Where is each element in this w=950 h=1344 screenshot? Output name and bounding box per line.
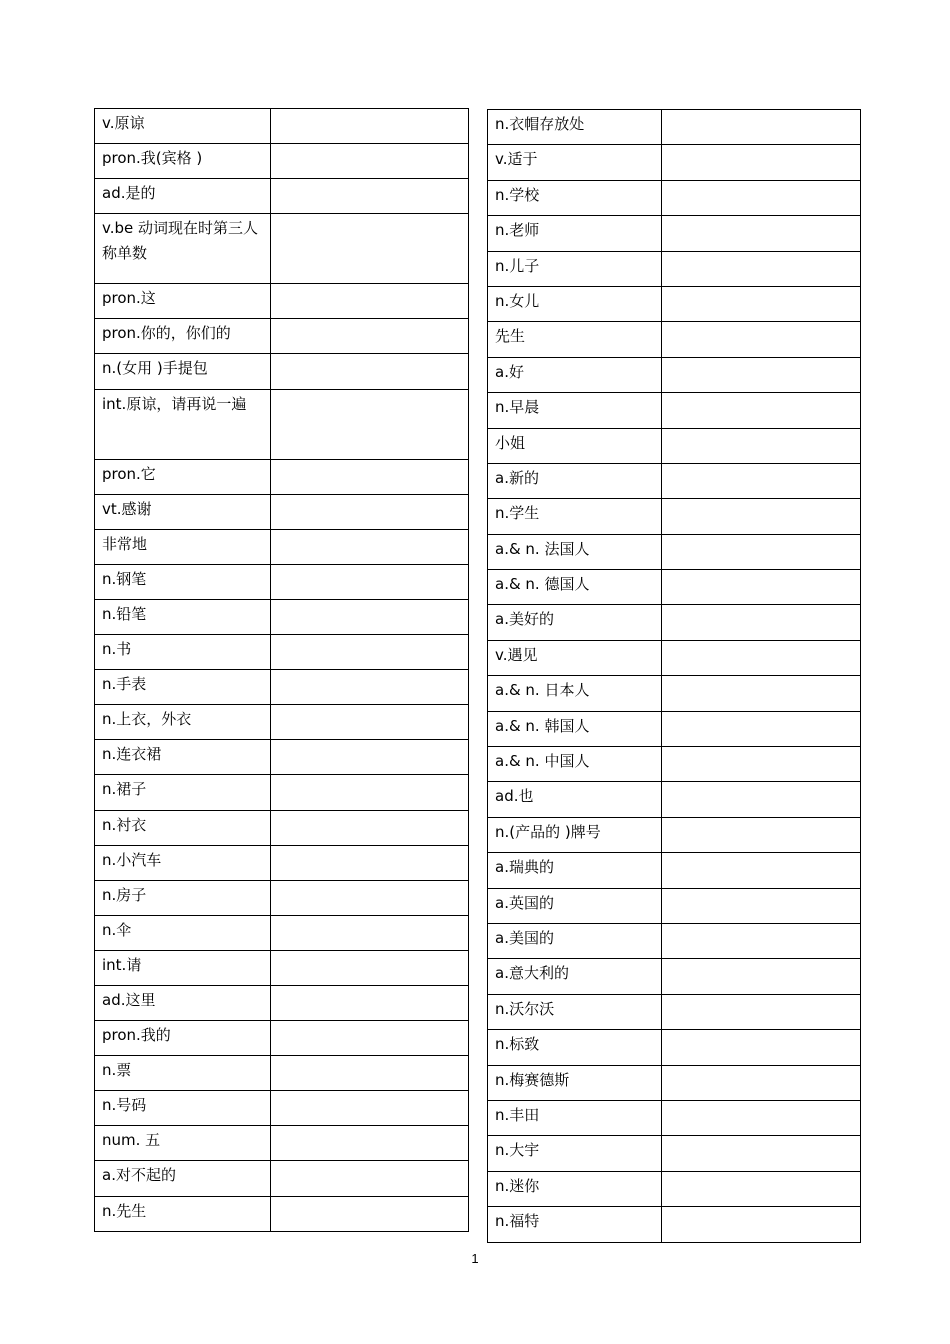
term-cell: n.女儿 xyxy=(488,286,662,321)
table-row xyxy=(488,605,861,640)
term-cell: pron.这 xyxy=(95,284,271,319)
answer-cell[interactable] xyxy=(662,1136,861,1171)
term-cell: n.标致 xyxy=(488,1030,662,1065)
table-row xyxy=(95,599,469,634)
answer-cell[interactable] xyxy=(271,214,469,284)
term-cell: ad.也 xyxy=(488,782,662,817)
term-cell: ad.是的 xyxy=(95,179,271,214)
answer-cell[interactable] xyxy=(662,393,861,428)
table-row xyxy=(488,817,861,852)
term-cell: n.沃尔沃 xyxy=(488,994,662,1029)
table-row xyxy=(488,499,861,534)
answer-cell[interactable] xyxy=(662,640,861,675)
table-row xyxy=(95,319,469,354)
answer-cell[interactable] xyxy=(271,775,469,810)
table-row xyxy=(95,494,469,529)
table-row xyxy=(488,180,861,215)
table-row xyxy=(488,428,861,463)
term-cell: n.丰田 xyxy=(488,1100,662,1135)
term-cell: n.上衣，外衣 xyxy=(95,705,271,740)
vocab-table-right xyxy=(487,109,861,1243)
table-row xyxy=(95,880,469,915)
answer-cell[interactable] xyxy=(271,494,469,529)
answer-cell[interactable] xyxy=(662,711,861,746)
table-row xyxy=(488,959,861,994)
answer-cell[interactable] xyxy=(271,880,469,915)
table-row xyxy=(488,1100,861,1135)
table-row xyxy=(95,635,469,670)
term-cell: n.衣帽存放处 xyxy=(488,110,662,145)
vocab-table-left xyxy=(94,108,469,1232)
answer-cell[interactable] xyxy=(271,599,469,634)
vocab-table-left-body xyxy=(95,109,469,1232)
answer-cell[interactable] xyxy=(271,810,469,845)
table-row xyxy=(488,216,861,251)
table-row xyxy=(95,529,469,564)
term-cell: a.& n. 德国人 xyxy=(488,570,662,605)
answer-cell[interactable] xyxy=(271,459,469,494)
answer-cell[interactable] xyxy=(662,463,861,498)
table-row xyxy=(488,286,861,321)
term-cell: n.(女用 )手提包 xyxy=(95,354,271,389)
answer-cell[interactable] xyxy=(271,1196,469,1231)
answer-cell[interactable] xyxy=(662,534,861,569)
answer-cell[interactable] xyxy=(271,705,469,740)
table-row xyxy=(95,1056,469,1091)
answer-cell[interactable] xyxy=(271,670,469,705)
answer-cell[interactable] xyxy=(662,1100,861,1135)
answer-cell[interactable] xyxy=(662,923,861,958)
table-row xyxy=(95,564,469,599)
answer-cell[interactable] xyxy=(662,676,861,711)
term-cell: pron.我的 xyxy=(95,1021,271,1056)
table-row xyxy=(488,853,861,888)
table-row xyxy=(488,1207,861,1242)
answer-cell[interactable] xyxy=(662,888,861,923)
term-cell: a.对不起的 xyxy=(95,1161,271,1196)
term-cell: n.票 xyxy=(95,1056,271,1091)
table-row xyxy=(488,711,861,746)
answer-cell[interactable] xyxy=(662,570,861,605)
table-row xyxy=(95,1196,469,1231)
table-row xyxy=(95,214,469,284)
term-cell: a.美国的 xyxy=(488,923,662,958)
term-cell: n.老师 xyxy=(488,216,662,251)
table-row xyxy=(95,985,469,1020)
table-row xyxy=(488,676,861,711)
term-cell: n.儿子 xyxy=(488,251,662,286)
answer-cell[interactable] xyxy=(271,389,469,459)
term-cell: n.小汽车 xyxy=(95,845,271,880)
page-number: 1 xyxy=(471,1251,479,1266)
table-row xyxy=(95,284,469,319)
answer-cell[interactable] xyxy=(271,529,469,564)
table-row xyxy=(488,357,861,392)
table-row xyxy=(488,994,861,1029)
term-cell: v.be 动词现在时第三人称单数 xyxy=(95,214,271,284)
answer-cell[interactable] xyxy=(271,845,469,880)
answer-cell[interactable] xyxy=(271,144,469,179)
term-cell: v.原谅 xyxy=(95,109,271,144)
term-cell: n.裙子 xyxy=(95,775,271,810)
term-cell: n.福特 xyxy=(488,1207,662,1242)
term-cell: n.手表 xyxy=(95,670,271,705)
term-cell: n.早晨 xyxy=(488,393,662,428)
term-cell: n.书 xyxy=(95,635,271,670)
term-cell: n.铅笔 xyxy=(95,599,271,634)
table-row xyxy=(95,459,469,494)
table-row xyxy=(95,179,469,214)
answer-cell[interactable] xyxy=(662,322,861,357)
term-cell: ad.这里 xyxy=(95,985,271,1020)
table-row xyxy=(488,888,861,923)
answer-cell[interactable] xyxy=(271,109,469,144)
answer-cell[interactable] xyxy=(271,1126,469,1161)
term-cell: a.& n. 日本人 xyxy=(488,676,662,711)
term-cell: pron.它 xyxy=(95,459,271,494)
answer-cell[interactable] xyxy=(662,180,861,215)
term-cell: num. 五 xyxy=(95,1126,271,1161)
answer-cell[interactable] xyxy=(662,357,861,392)
table-row xyxy=(95,915,469,950)
answer-cell[interactable] xyxy=(271,284,469,319)
term-cell: a.好 xyxy=(488,357,662,392)
answer-cell[interactable] xyxy=(662,499,861,534)
term-cell: n.号码 xyxy=(95,1091,271,1126)
term-cell: 小姐 xyxy=(488,428,662,463)
answer-cell[interactable] xyxy=(271,740,469,775)
term-cell: n.学校 xyxy=(488,180,662,215)
term-cell: int.原谅，请再说一遍 xyxy=(95,389,271,459)
answer-cell[interactable] xyxy=(662,1207,861,1242)
term-cell: a.& n. 法国人 xyxy=(488,534,662,569)
answer-cell[interactable] xyxy=(662,1171,861,1206)
term-cell: v.适于 xyxy=(488,145,662,180)
term-cell: a.瑞典的 xyxy=(488,853,662,888)
vocab-table-right-body xyxy=(488,110,861,1243)
answer-cell[interactable] xyxy=(271,985,469,1020)
answer-cell[interactable] xyxy=(662,605,861,640)
table-row xyxy=(488,570,861,605)
term-cell: a.& n. 韩国人 xyxy=(488,711,662,746)
answer-cell[interactable] xyxy=(271,635,469,670)
answer-cell[interactable] xyxy=(271,950,469,985)
table-row xyxy=(488,640,861,675)
table-row xyxy=(488,782,861,817)
answer-cell[interactable] xyxy=(271,319,469,354)
table-row xyxy=(488,1136,861,1171)
table-row xyxy=(488,110,861,145)
table-row xyxy=(488,923,861,958)
term-cell: n.(产品的 )牌号 xyxy=(488,817,662,852)
term-cell: a.英国的 xyxy=(488,888,662,923)
answer-cell[interactable] xyxy=(271,1091,469,1126)
term-cell: a.意大利的 xyxy=(488,959,662,994)
term-cell: v.遇见 xyxy=(488,640,662,675)
table-row xyxy=(95,109,469,144)
term-cell: n.梅赛德斯 xyxy=(488,1065,662,1100)
table-row xyxy=(488,1065,861,1100)
term-cell: 非常地 xyxy=(95,529,271,564)
answer-cell[interactable] xyxy=(662,782,861,817)
answer-cell[interactable] xyxy=(662,747,861,782)
answer-cell[interactable] xyxy=(271,354,469,389)
term-cell: n.先生 xyxy=(95,1196,271,1231)
table-row xyxy=(95,1126,469,1161)
term-cell: a.& n. 中国人 xyxy=(488,747,662,782)
table-row xyxy=(488,251,861,286)
table-row xyxy=(488,1171,861,1206)
answer-cell[interactable] xyxy=(662,428,861,463)
answer-cell[interactable] xyxy=(662,817,861,852)
term-cell: a.美好的 xyxy=(488,605,662,640)
answer-cell[interactable] xyxy=(662,216,861,251)
answer-cell[interactable] xyxy=(662,959,861,994)
table-row xyxy=(95,144,469,179)
term-cell: n.衬衣 xyxy=(95,810,271,845)
answer-cell[interactable] xyxy=(271,1056,469,1091)
table-row xyxy=(488,393,861,428)
table-row xyxy=(95,1021,469,1056)
answer-cell[interactable] xyxy=(271,564,469,599)
term-cell: n.学生 xyxy=(488,499,662,534)
table-row xyxy=(95,775,469,810)
table-row xyxy=(95,845,469,880)
table-row xyxy=(95,389,469,459)
term-cell: n.迷你 xyxy=(488,1171,662,1206)
table-row xyxy=(488,534,861,569)
table-row xyxy=(488,1030,861,1065)
term-cell: n.伞 xyxy=(95,915,271,950)
answer-cell[interactable] xyxy=(662,1030,861,1065)
answer-cell[interactable] xyxy=(271,1161,469,1196)
table-row xyxy=(488,145,861,180)
answer-cell[interactable] xyxy=(662,994,861,1029)
answer-cell[interactable] xyxy=(271,915,469,950)
term-cell: a.新的 xyxy=(488,463,662,498)
table-row xyxy=(95,1091,469,1126)
term-cell: pron.我(宾格 ) xyxy=(95,144,271,179)
term-cell: vt.感谢 xyxy=(95,494,271,529)
term-cell: pron.你的，你们的 xyxy=(95,319,271,354)
table-row xyxy=(95,670,469,705)
answer-cell[interactable] xyxy=(662,853,861,888)
table-row xyxy=(488,463,861,498)
term-cell: n.钢笔 xyxy=(95,564,271,599)
term-cell: n.连衣裙 xyxy=(95,740,271,775)
table-row xyxy=(95,354,469,389)
answer-cell[interactable] xyxy=(662,1065,861,1100)
table-row xyxy=(488,322,861,357)
answer-cell[interactable] xyxy=(271,1021,469,1056)
answer-cell[interactable] xyxy=(662,286,861,321)
term-cell: int.请 xyxy=(95,950,271,985)
table-row xyxy=(95,1161,469,1196)
answer-cell[interactable] xyxy=(271,179,469,214)
table-row xyxy=(488,747,861,782)
term-cell: n.大宇 xyxy=(488,1136,662,1171)
table-row xyxy=(95,950,469,985)
answer-cell[interactable] xyxy=(662,110,861,145)
term-cell: n.房子 xyxy=(95,880,271,915)
table-row xyxy=(95,810,469,845)
table-row xyxy=(95,740,469,775)
term-cell: 先生 xyxy=(488,322,662,357)
table-row xyxy=(95,705,469,740)
answer-cell[interactable] xyxy=(662,145,861,180)
answer-cell[interactable] xyxy=(662,251,861,286)
